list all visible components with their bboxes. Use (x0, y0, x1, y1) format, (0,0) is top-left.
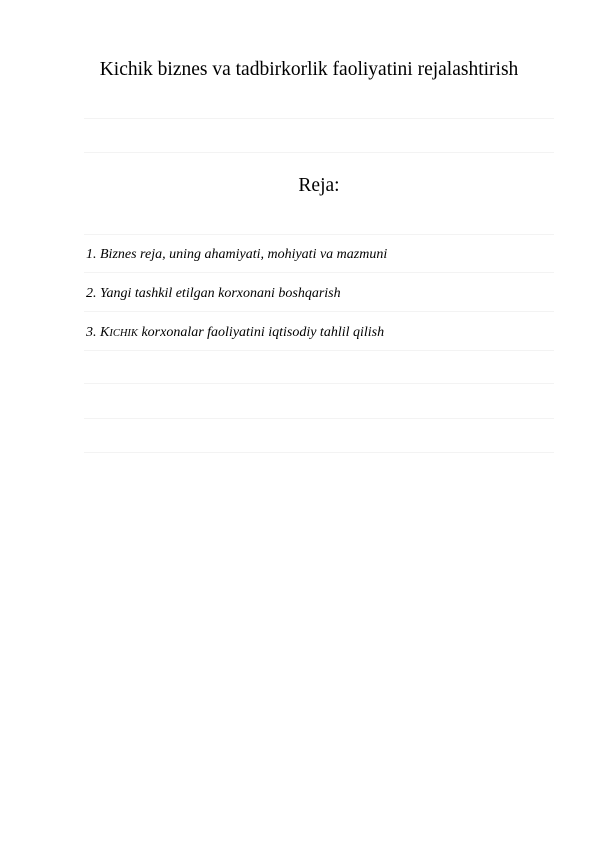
divider (84, 118, 554, 119)
divider (84, 383, 554, 384)
plan-item-1: 1. Biznes reja, uning ahamiyati, mohiyati va mazmuni (86, 247, 388, 262)
plan-heading: Reja: (298, 175, 340, 196)
plan-item-3-prefix: 3. (86, 325, 100, 340)
divider (84, 418, 554, 419)
plan-item-3-rest: korxonalar faoliyatini iqtisodiy tahlil qilish (137, 325, 385, 340)
plan-item-2: 2. Yangi tashkil etilgan korxonani boshqarish (86, 286, 341, 301)
divider (84, 452, 554, 453)
plan-list (86, 246, 387, 363)
document-title: Kichik biznes va tadbirkorlik faoliyatini rejalashtirish (99, 59, 519, 80)
divider (84, 234, 554, 235)
plan-item-3-smallcaps-first: K (100, 325, 110, 340)
plan-item-3-smallcaps-rest: ICHIK (109, 328, 138, 339)
divider (84, 152, 554, 153)
plan-item-3 (86, 324, 387, 342)
